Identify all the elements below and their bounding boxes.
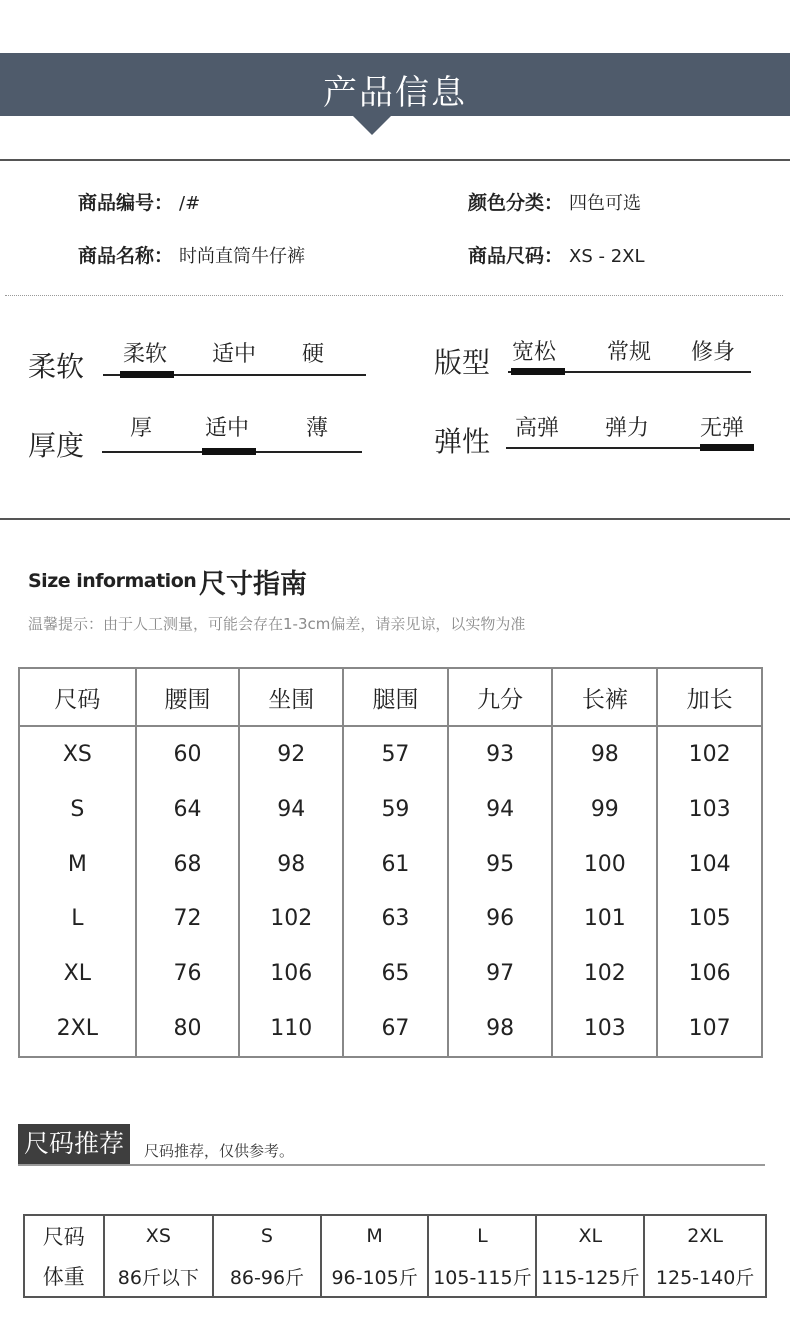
- table-cell: 86斤以下: [104, 1256, 214, 1297]
- table-row: [24, 1215, 766, 1256]
- thickness-option: 厚: [130, 416, 153, 441]
- table-cell: 94: [448, 783, 553, 837]
- table-cell: XS: [104, 1215, 214, 1256]
- size-recommendation-note: 尺码推荐，仅供参考。: [144, 1142, 295, 1160]
- table-cell: 72: [136, 891, 240, 945]
- table-cell: 2XL: [644, 1215, 766, 1256]
- table-cell: 104: [657, 837, 762, 891]
- table-row: [19, 726, 762, 783]
- table-row: [19, 946, 762, 1000]
- softness-option: 柔软: [123, 342, 168, 367]
- table-cell: 115-125斤: [536, 1256, 644, 1297]
- fit-label: 版型: [434, 346, 491, 379]
- header-banner: [0, 53, 790, 116]
- table-cell: 103: [552, 1000, 657, 1057]
- table-cell: 103: [657, 783, 762, 837]
- table-cell: 2XL: [19, 1000, 136, 1057]
- table-cell: 102: [552, 946, 657, 1000]
- product-color-value: 四色可选: [569, 193, 642, 214]
- column-header: 长裤: [552, 668, 657, 726]
- table-cell: 105-115斤: [428, 1256, 536, 1297]
- measurement-tip: 温馨提示：由于人工测量，可能会存在1-3cm偏差，请亲见谅，以实物为准: [28, 615, 526, 633]
- thickness-option: 薄: [306, 416, 329, 441]
- table-cell: 106: [657, 946, 762, 1000]
- table-cell: 98: [552, 726, 657, 783]
- thickness-option: 适中: [205, 416, 250, 441]
- table-cell: 76: [136, 946, 240, 1000]
- table-cell: 68: [136, 837, 240, 891]
- column-header: 尺码: [19, 668, 136, 726]
- table-cell: 107: [657, 1000, 762, 1057]
- column-header: 腿围: [343, 668, 448, 726]
- product-size-value: XS - 2XL: [569, 246, 645, 267]
- size-table: [18, 667, 763, 1058]
- table-cell: 102: [239, 891, 343, 945]
- table-cell: 80: [136, 1000, 240, 1057]
- product-name-value: 时尚直筒牛仔裤: [179, 246, 306, 267]
- table-cell: 94: [239, 783, 343, 837]
- table-cell: 95: [448, 837, 553, 891]
- elasticity-option: 高弹: [515, 416, 560, 441]
- table-cell: 96: [448, 891, 553, 945]
- product-size: [468, 241, 645, 268]
- table-cell: 102: [657, 726, 762, 783]
- table-cell: 105: [657, 891, 762, 945]
- divider: [0, 518, 790, 520]
- table-cell: 61: [343, 837, 448, 891]
- table-cell: M: [19, 837, 136, 891]
- weight-recommendation-table: [23, 1214, 767, 1298]
- elasticity-option: 弹力: [605, 416, 650, 441]
- product-color: [468, 188, 641, 215]
- table-cell: 59: [343, 783, 448, 837]
- table-header-row: [19, 668, 762, 726]
- table-cell: 96-105斤: [321, 1256, 429, 1297]
- row-header: 尺码: [24, 1215, 104, 1256]
- fit-option: 修身: [691, 340, 736, 365]
- table-cell: 101: [552, 891, 657, 945]
- table-cell: L: [428, 1215, 536, 1256]
- table-row: [19, 783, 762, 837]
- product-code: [78, 188, 200, 215]
- softness-option: 适中: [212, 342, 257, 367]
- fit-option: 常规: [607, 340, 652, 365]
- softness-label: 柔软: [28, 350, 85, 383]
- divider: [0, 159, 790, 161]
- product-name-label: 商品名称：: [78, 245, 174, 267]
- fit-option: 宽松: [512, 340, 557, 365]
- row-header: 体重: [24, 1256, 104, 1297]
- elasticity-selected-marker: [700, 444, 754, 451]
- table-row: [19, 1000, 762, 1057]
- table-row: [19, 837, 762, 891]
- table-cell: 64: [136, 783, 240, 837]
- table-cell: 98: [448, 1000, 553, 1057]
- divider: [18, 1164, 765, 1166]
- table-cell: 92: [239, 726, 343, 783]
- elasticity-label: 弹性: [434, 425, 491, 458]
- product-color-label: 颜色分类：: [468, 192, 564, 214]
- dotted-divider: [5, 295, 783, 296]
- table-cell: 100: [552, 837, 657, 891]
- table-cell: XL: [19, 946, 136, 1000]
- table-cell: S: [19, 783, 136, 837]
- product-size-label: 商品尺码：: [468, 245, 564, 267]
- fit-selected-marker: [511, 368, 565, 375]
- product-code-value: /#: [179, 193, 201, 214]
- table-cell: 93: [448, 726, 553, 783]
- size-recommendation-tag: 尺码推荐: [18, 1124, 130, 1164]
- table-cell: 86-96斤: [213, 1256, 321, 1297]
- product-code-label: 商品编号：: [78, 192, 174, 214]
- elasticity-option: 无弹: [700, 416, 745, 441]
- table-cell: 60: [136, 726, 240, 783]
- table-row: [19, 891, 762, 945]
- table-cell: 98: [239, 837, 343, 891]
- thickness-selected-marker: [202, 448, 256, 455]
- table-cell: S: [213, 1215, 321, 1256]
- table-cell: XS: [19, 726, 136, 783]
- table-cell: 99: [552, 783, 657, 837]
- table-cell: L: [19, 891, 136, 945]
- table-cell: 57: [343, 726, 448, 783]
- thickness-label: 厚度: [28, 429, 85, 462]
- softness-selected-marker: [120, 371, 174, 378]
- column-header: 坐围: [239, 668, 343, 726]
- table-cell: XL: [536, 1215, 644, 1256]
- banner-arrow: [353, 116, 391, 135]
- column-header: 加长: [657, 668, 762, 726]
- table-cell: 97: [448, 946, 553, 1000]
- table-cell: 63: [343, 891, 448, 945]
- size-guide-title-en: Size information: [28, 570, 197, 592]
- table-row: [24, 1256, 766, 1297]
- banner-title: 产品信息: [323, 73, 467, 113]
- table-cell: 110: [239, 1000, 343, 1057]
- softness-option: 硬: [302, 342, 325, 367]
- size-guide-title-cn: 尺寸指南: [199, 569, 307, 600]
- column-header: 九分: [448, 668, 553, 726]
- table-cell: 67: [343, 1000, 448, 1057]
- table-cell: 106: [239, 946, 343, 1000]
- table-cell: M: [321, 1215, 429, 1256]
- column-header: 腰围: [136, 668, 240, 726]
- product-name: [78, 241, 305, 268]
- table-cell: 125-140斤: [644, 1256, 766, 1297]
- table-cell: 65: [343, 946, 448, 1000]
